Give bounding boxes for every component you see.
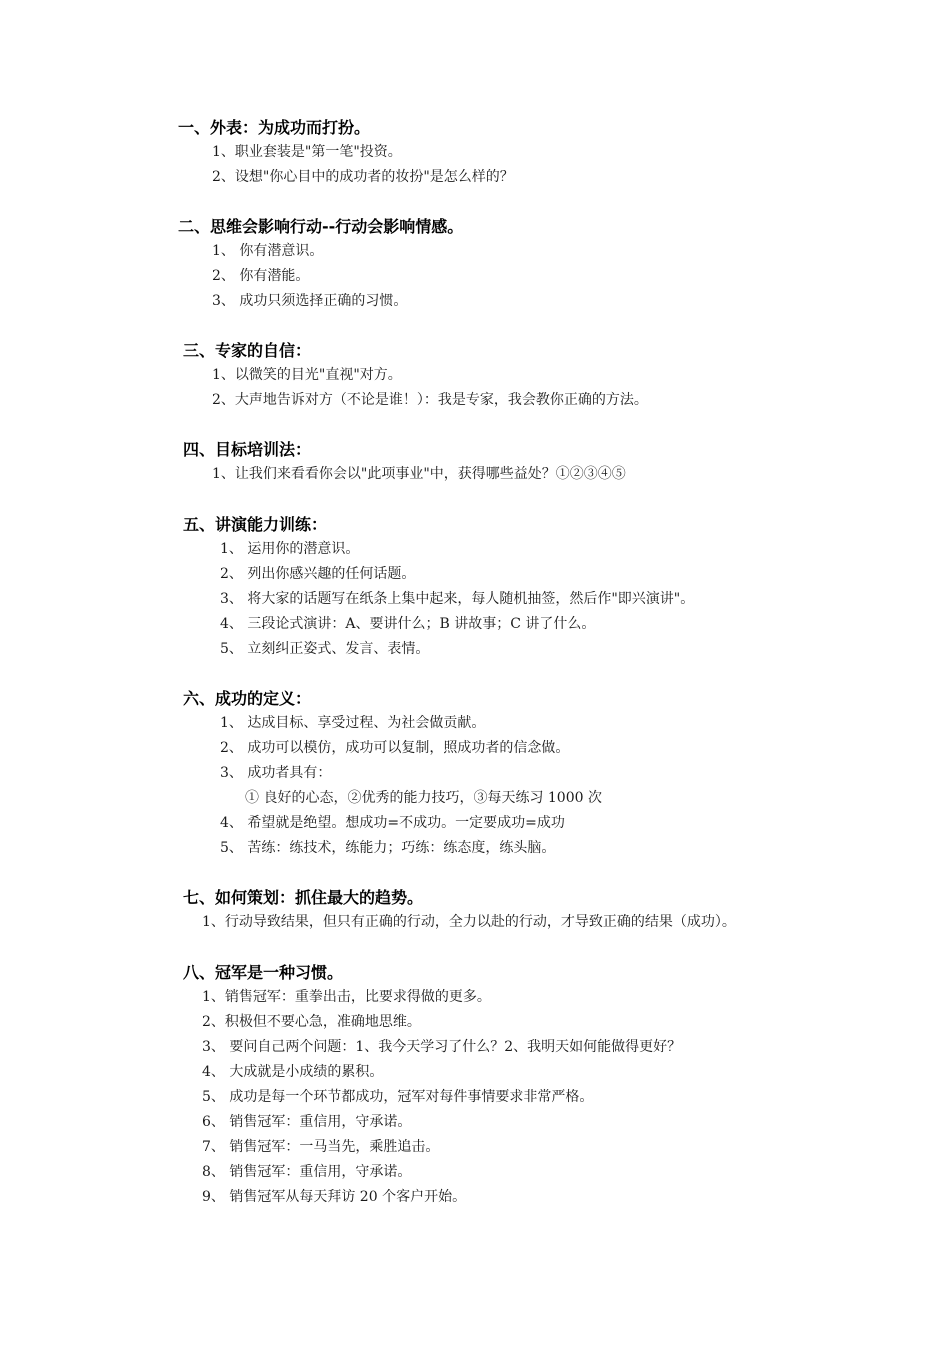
section-heading: 三、专家的自信： (183, 341, 312, 360)
list-item: 1、让我们来看看你会以"此项事业"中，获得哪些益处？①②③④⑤ (212, 466, 626, 482)
list-item: 5、 苦练：练技术，练能力；巧练：练态度，练头脑。 (220, 840, 556, 856)
list-item: 7、 销售冠军：一马当先，乘胜追击。 (202, 1139, 440, 1155)
list-item: 3、 成功者具有： (220, 765, 332, 781)
list-item: 3、 成功只须选择正确的习惯。 (212, 293, 408, 309)
section-heading: 五、讲演能力训练： (183, 515, 328, 534)
section-heading: 七、如何策划：抓住最大的趋势。 (183, 888, 424, 907)
section-heading: 八、冠军是一种习惯。 (183, 963, 344, 982)
list-item: ① 良好的心态，②优秀的能力技巧，③每天练习 1000 次 (245, 790, 602, 806)
list-item: 3、 要问自己两个问题：1、我今天学习了什么？2、我明天如何能做得更好？ (202, 1039, 682, 1055)
list-item: 1、 运用你的潜意识。 (220, 541, 360, 557)
list-item: 1、职业套装是"第一笔"投资。 (212, 144, 402, 160)
list-item: 2、 成功可以模仿，成功可以复制，照成功者的信念做。 (220, 740, 570, 756)
list-item: 1、行动导致结果，但只有正确的行动，全力以赴的行动，才导致正确的结果（成功）。 (202, 914, 736, 930)
list-item: 1、 你有潜意识。 (212, 243, 324, 259)
section-heading: 一、外表：为成功而打扮。 (178, 118, 371, 137)
list-item: 2、大声地告诉对方（不论是谁！）：我是专家，我会教你正确的方法。 (212, 392, 648, 408)
list-item: 2、 列出你感兴趣的任何话题。 (220, 566, 416, 582)
list-item: 1、销售冠军：重拳出击，比要求得做的更多。 (202, 989, 491, 1005)
list-item: 9、 销售冠军从每天拜访 20 个客户开始。 (202, 1189, 467, 1205)
section-heading: 四、目标培训法： (183, 440, 312, 459)
list-item: 4、 三段论式演讲：A、要讲什么；B 讲故事；C 讲了什么。 (220, 616, 596, 632)
list-item: 2、 你有潜能。 (212, 268, 310, 284)
list-item: 8、 销售冠军：重信用，守承诺。 (202, 1164, 412, 1180)
list-item: 1、 达成目标、享受过程、为社会做贡献。 (220, 715, 486, 731)
list-item: 4、 大成就是小成绩的累积。 (202, 1064, 384, 1080)
list-item: 2、积极但不要心急，准确地思维。 (202, 1014, 421, 1030)
list-item: 3、 将大家的话题写在纸条上集中起来，每人随机抽签，然后作"即兴演讲"。 (220, 591, 695, 607)
list-item: 6、 销售冠军：重信用，守承诺。 (202, 1114, 412, 1130)
list-item: 1、以微笑的目光"直视"对方。 (212, 367, 402, 383)
list-item: 5、 立刻纠正姿式、发言、表情。 (220, 641, 430, 657)
list-item: 5、 成功是每一个环节都成功，冠军对每件事情要求非常严格。 (202, 1089, 594, 1105)
section-heading: 六、成功的定义： (183, 689, 312, 708)
list-item: 4、 希望就是绝望。想成功=不成功。一定要成功=成功 (220, 815, 565, 831)
list-item: 2、设想"你心目中的成功者的妆扮"是怎么样的？ (212, 169, 514, 185)
section-heading: 二、思维会影响行动--行动会影响情感。 (178, 217, 464, 236)
